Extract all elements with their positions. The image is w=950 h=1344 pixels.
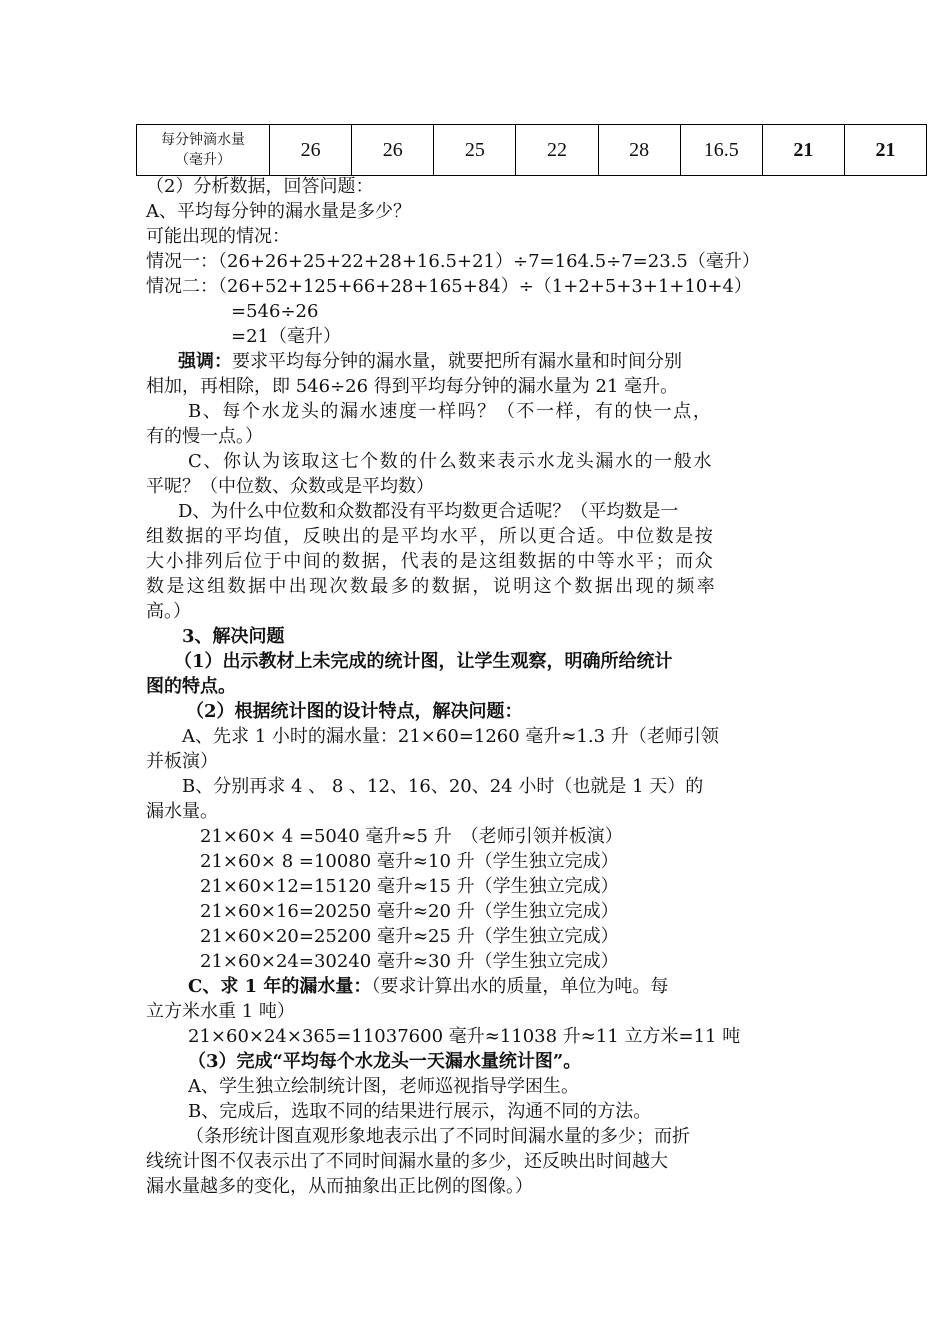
paragraph-line: A、先求 1 小时的漏水量：21×60=1260 毫升≈1.3 升（老师引领 [182, 726, 719, 747]
equation-line: 21×60×20=25200 毫升≈25 升（学生独立完成） [200, 926, 619, 947]
emphasis-paragraph [178, 350, 682, 375]
paragraph-line: 平呢？（中位数、众数或是平均数） [146, 476, 434, 497]
paragraph-line: 立方米水重 1 吨） [146, 1001, 295, 1022]
table-cell: 16.5 [680, 125, 762, 176]
table-cell: 26 [270, 125, 352, 176]
paragraph-line: 线统计图不仅表示出了不同时间漏水量的多少，还反映出时间越大 [146, 1151, 668, 1172]
equation-line: 21×60× 8 =10080 毫升≈10 升（学生独立完成） [200, 851, 619, 872]
paragraph-line: 可能出现的情况： [146, 226, 290, 247]
equation-line: =546÷26 [231, 301, 319, 322]
case-one: 情况一：（26+26+25+22+28+16.5+21）÷7=164.5÷7=23.5（毫升） [146, 251, 760, 272]
step-heading: （3）完成“平均每个水龙头一天漏水量统计图”。 [188, 1051, 582, 1072]
paragraph-line: 大小排列后位于中间的数据，代表的是这组数据的中等水平；而众 [146, 551, 715, 572]
section-heading: 3、解决问题 [182, 626, 285, 647]
paragraph-line: 漏水量。 [146, 801, 218, 822]
paragraph-line: B、分别再求 4 、 8 、12、16、20、24 小时（也就是 1 天）的 [182, 776, 704, 797]
step-c-paragraph [188, 975, 668, 1000]
table-row [137, 125, 927, 176]
paragraph-line: B、完成后，选取不同的结果进行展示，沟通不同的方法。 [188, 1101, 652, 1122]
step-heading: （2）根据统计图的设计特点，解决问题： [186, 701, 523, 722]
question-a: A、平均每分钟的漏水量是多少？ [146, 201, 411, 222]
equation-line: 21×60×24×365=11037600 毫升≈11038 升≈11 立方米=11 吨 [188, 1026, 741, 1047]
question-c: C、你认为该取这七个数的什么数来表示水龙头漏水的一般水 [188, 451, 713, 472]
question-b: B、每个水龙头的漏水速度一样吗？（不一样，有的快一点， [188, 401, 713, 422]
case-two: 情况二：（26+52+125+66+28+165+84）÷（1+2+5+3+1+10+4） [146, 276, 752, 297]
emphasis-label: 强调： [178, 351, 232, 372]
table-cell: 21 [844, 125, 926, 176]
header-label: 每分钟滴水量 [161, 132, 245, 148]
data-table-wrapper [136, 124, 927, 176]
table-cell: 25 [434, 125, 516, 176]
equation-line: 21×60× 4 =5040 毫升≈5 升 （老师引领并板演） [200, 826, 623, 847]
emphasis-text: 要求平均每分钟的漏水量，就要把所有漏水量和时间分别 [232, 351, 682, 372]
paragraph-line: 有的慢一点。） [146, 426, 263, 447]
header-unit: （毫升） [175, 152, 231, 168]
table-cell: 21 [762, 125, 844, 176]
paragraph-line: 相加，再相除，即 546÷26 得到平均每分钟的漏水量为 21 毫升。 [146, 376, 679, 397]
paragraph-line: 漏水量越多的变化，从而抽象出正比例的图像。） [146, 1176, 533, 1197]
paragraph-line: 组数据的平均值，反映出的是平均水平，所以更合适。中位数是按 [146, 526, 715, 547]
section-heading: （2）分析数据，回答问题： [146, 176, 374, 197]
step-heading: （1）出示教材上未完成的统计图，让学生观察，明确所给统计 [174, 651, 673, 672]
step-c-note: （要求计算出水的质量，单位为吨。每 [371, 976, 669, 997]
table-header-cell [137, 125, 270, 176]
equation-line: 21×60×12=15120 毫升≈15 升（学生独立完成） [200, 876, 619, 897]
table-cell: 22 [516, 125, 598, 176]
table-cell: 28 [598, 125, 680, 176]
paragraph-line: A、学生独立绘制统计图，老师巡视指导学困生。 [188, 1076, 579, 1097]
step-c-label: C、求 1 年的漏水量： [188, 976, 372, 997]
equation-line: =21（毫升） [231, 326, 341, 347]
leak-data-table [136, 124, 927, 176]
paragraph-line: 数是这组数据中出现次数最多的数据，说明这个数据出现的频率 [146, 576, 718, 597]
paragraph-line: 高。） [146, 601, 191, 622]
equation-line: 21×60×16=20250 毫升≈20 升（学生独立完成） [200, 901, 619, 922]
paragraph-line: （条形统计图直观形象地表示出了不同时间漏水量的多少；而折 [186, 1126, 690, 1147]
question-d: D、为什么中位数和众数都没有平均数更合适呢？（平均数是一 [178, 501, 679, 522]
paragraph-line: 并板演） [146, 751, 218, 772]
table-cell: 26 [352, 125, 434, 176]
step-heading: 图的特点。 [146, 676, 236, 697]
equation-line: 21×60×24=30240 毫升≈30 升（学生独立完成） [200, 951, 619, 972]
